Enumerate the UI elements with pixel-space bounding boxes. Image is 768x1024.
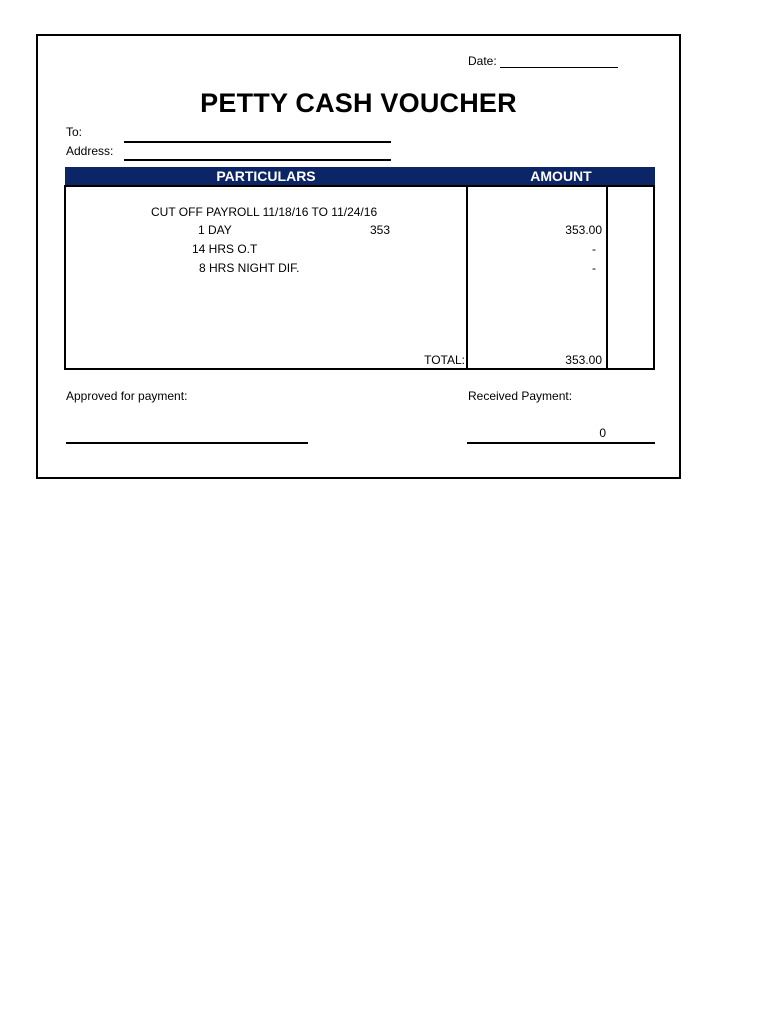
approved-signature-line bbox=[66, 442, 308, 444]
row-item: 1 DAY bbox=[198, 223, 232, 237]
received-value: 0 bbox=[599, 426, 606, 440]
date-field-line bbox=[500, 55, 618, 68]
to-field-line bbox=[124, 141, 391, 143]
row-amount: 353.00 bbox=[565, 223, 602, 237]
row-amount: - bbox=[592, 242, 596, 256]
row-rate: 353 bbox=[369, 223, 390, 237]
to-label: To: bbox=[66, 125, 83, 139]
voucher-title: PETTY CASH VOUCHER bbox=[200, 88, 517, 118]
column-divider bbox=[606, 185, 608, 370]
total-label: TOTAL: bbox=[424, 353, 465, 367]
amount-header: AMOUNT bbox=[530, 168, 592, 184]
row-amount: - bbox=[592, 261, 596, 275]
row-item: 8 HRS NIGHT DIF. bbox=[199, 261, 300, 275]
particulars-header: PARTICULARS bbox=[216, 168, 316, 184]
address-label: Address: bbox=[66, 144, 114, 158]
row-item: 14 HRS O.T bbox=[192, 242, 258, 256]
received-signature-line bbox=[467, 442, 655, 444]
column-divider bbox=[466, 185, 468, 370]
approved-label: Approved for payment: bbox=[66, 389, 188, 403]
total-value: 353.00 bbox=[565, 353, 602, 367]
date-label: Date: bbox=[468, 54, 497, 68]
address-field-line bbox=[124, 159, 391, 161]
received-label: Received Payment: bbox=[468, 389, 573, 403]
payroll-period: CUT OFF PAYROLL 11/18/16 TO 11/24/16 bbox=[151, 205, 378, 219]
